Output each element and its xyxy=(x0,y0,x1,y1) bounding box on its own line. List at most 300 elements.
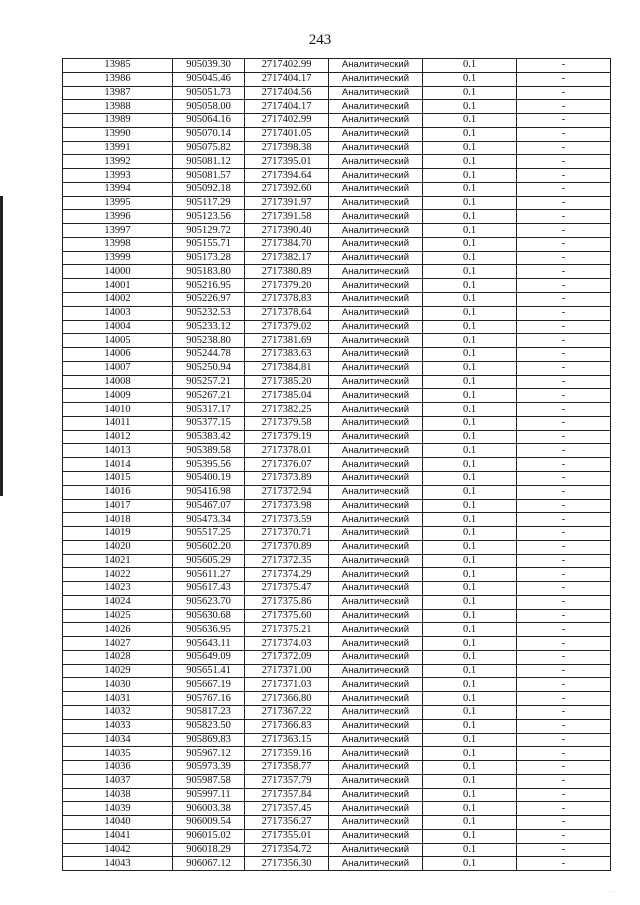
note-cell: - xyxy=(517,361,611,375)
point-number-cell: 14040 xyxy=(63,816,173,830)
accuracy-cell: 0.1 xyxy=(423,857,517,871)
point-number-cell: 14018 xyxy=(63,513,173,527)
accuracy-cell: 0.1 xyxy=(423,678,517,692)
note-cell: - xyxy=(517,375,611,389)
x-coordinate-cell: 905869.83 xyxy=(173,733,245,747)
table-row xyxy=(63,389,611,403)
method-cell: Аналитический xyxy=(329,733,423,747)
note-cell: - xyxy=(517,59,611,73)
note-cell: - xyxy=(517,650,611,664)
note-cell: - xyxy=(517,306,611,320)
method-cell: Аналитический xyxy=(329,86,423,100)
point-number-cell: 14011 xyxy=(63,416,173,430)
x-coordinate-cell: 905617.43 xyxy=(173,582,245,596)
point-number-cell: 14028 xyxy=(63,650,173,664)
accuracy-cell: 0.1 xyxy=(423,375,517,389)
point-number-cell: 13997 xyxy=(63,224,173,238)
accuracy-cell: 0.1 xyxy=(423,251,517,265)
x-coordinate-cell: 905517.25 xyxy=(173,527,245,541)
table-row xyxy=(63,182,611,196)
accuracy-cell: 0.1 xyxy=(423,816,517,830)
method-cell: Аналитический xyxy=(329,485,423,499)
table-row xyxy=(63,595,611,609)
accuracy-cell: 0.1 xyxy=(423,705,517,719)
y-coordinate-cell: 2717384.70 xyxy=(245,237,329,251)
accuracy-cell: 0.1 xyxy=(423,527,517,541)
accuracy-cell: 0.1 xyxy=(423,719,517,733)
y-coordinate-cell: 2717358.77 xyxy=(245,761,329,775)
table-row xyxy=(63,306,611,320)
x-coordinate-cell: 906067.12 xyxy=(173,857,245,871)
y-coordinate-cell: 2717395.01 xyxy=(245,155,329,169)
table-row xyxy=(63,719,611,733)
y-coordinate-cell: 2717391.58 xyxy=(245,210,329,224)
accuracy-cell: 0.1 xyxy=(423,237,517,251)
y-coordinate-cell: 2717373.59 xyxy=(245,513,329,527)
y-coordinate-cell: 2717382.17 xyxy=(245,251,329,265)
method-cell: Аналитический xyxy=(329,334,423,348)
x-coordinate-cell: 905244.78 xyxy=(173,348,245,362)
method-cell: Аналитический xyxy=(329,554,423,568)
method-cell: Аналитический xyxy=(329,114,423,128)
accuracy-cell: 0.1 xyxy=(423,361,517,375)
method-cell: Аналитический xyxy=(329,182,423,196)
method-cell: Аналитический xyxy=(329,802,423,816)
note-cell: - xyxy=(517,224,611,238)
table-row xyxy=(63,361,611,375)
table-row xyxy=(63,86,611,100)
x-coordinate-cell: 905636.95 xyxy=(173,623,245,637)
method-cell: Аналитический xyxy=(329,141,423,155)
note-cell: - xyxy=(517,182,611,196)
method-cell: Аналитический xyxy=(329,857,423,871)
x-coordinate-cell: 905226.97 xyxy=(173,293,245,307)
method-cell: Аналитический xyxy=(329,499,423,513)
x-coordinate-cell: 905250.94 xyxy=(173,361,245,375)
method-cell: Аналитический xyxy=(329,196,423,210)
point-number-cell: 14012 xyxy=(63,430,173,444)
x-coordinate-cell: 905232.53 xyxy=(173,306,245,320)
x-coordinate-cell: 905377.15 xyxy=(173,416,245,430)
point-number-cell: 13992 xyxy=(63,155,173,169)
point-number-cell: 14013 xyxy=(63,444,173,458)
point-number-cell: 14039 xyxy=(63,802,173,816)
table-row xyxy=(63,788,611,802)
point-number-cell: 14021 xyxy=(63,554,173,568)
table-row xyxy=(63,224,611,238)
point-number-cell: 14019 xyxy=(63,527,173,541)
accuracy-cell: 0.1 xyxy=(423,595,517,609)
table-row xyxy=(63,265,611,279)
point-number-cell: 14017 xyxy=(63,499,173,513)
accuracy-cell: 0.1 xyxy=(423,86,517,100)
point-number-cell: 13998 xyxy=(63,237,173,251)
table-row xyxy=(63,747,611,761)
method-cell: Аналитический xyxy=(329,568,423,582)
y-coordinate-cell: 2717355.01 xyxy=(245,829,329,843)
method-cell: Аналитический xyxy=(329,664,423,678)
method-cell: Аналитический xyxy=(329,719,423,733)
x-coordinate-cell: 905400.19 xyxy=(173,471,245,485)
point-number-cell: 14006 xyxy=(63,348,173,362)
method-cell: Аналитический xyxy=(329,279,423,293)
y-coordinate-cell: 2717381.69 xyxy=(245,334,329,348)
accuracy-cell: 0.1 xyxy=(423,196,517,210)
y-coordinate-cell: 2717366.83 xyxy=(245,719,329,733)
note-cell: - xyxy=(517,72,611,86)
y-coordinate-cell: 2717354.72 xyxy=(245,843,329,857)
y-coordinate-cell: 2717375.60 xyxy=(245,609,329,623)
method-cell: Аналитический xyxy=(329,816,423,830)
x-coordinate-cell: 905117.29 xyxy=(173,196,245,210)
method-cell: Аналитический xyxy=(329,361,423,375)
method-cell: Аналитический xyxy=(329,527,423,541)
point-number-cell: 14036 xyxy=(63,761,173,775)
table-row xyxy=(63,527,611,541)
method-cell: Аналитический xyxy=(329,609,423,623)
y-coordinate-cell: 2717357.45 xyxy=(245,802,329,816)
table-row xyxy=(63,293,611,307)
note-cell: - xyxy=(517,829,611,843)
accuracy-cell: 0.1 xyxy=(423,471,517,485)
accuracy-cell: 0.1 xyxy=(423,761,517,775)
x-coordinate-cell: 905997.11 xyxy=(173,788,245,802)
y-coordinate-cell: 2717366.80 xyxy=(245,692,329,706)
method-cell: Аналитический xyxy=(329,210,423,224)
accuracy-cell: 0.1 xyxy=(423,306,517,320)
x-coordinate-cell: 905973.39 xyxy=(173,761,245,775)
x-coordinate-cell: 905817.23 xyxy=(173,705,245,719)
table-row xyxy=(63,761,611,775)
x-coordinate-cell: 905092.18 xyxy=(173,182,245,196)
table-row xyxy=(63,320,611,334)
point-number-cell: 14026 xyxy=(63,623,173,637)
accuracy-cell: 0.1 xyxy=(423,416,517,430)
x-coordinate-cell: 905257.21 xyxy=(173,375,245,389)
accuracy-cell: 0.1 xyxy=(423,733,517,747)
x-coordinate-cell: 905081.12 xyxy=(173,155,245,169)
x-coordinate-cell: 905416.98 xyxy=(173,485,245,499)
method-cell: Аналитический xyxy=(329,265,423,279)
y-coordinate-cell: 2717404.17 xyxy=(245,100,329,114)
accuracy-cell: 0.1 xyxy=(423,155,517,169)
accuracy-cell: 0.1 xyxy=(423,100,517,114)
accuracy-cell: 0.1 xyxy=(423,224,517,238)
point-number-cell: 14037 xyxy=(63,774,173,788)
y-coordinate-cell: 2717372.35 xyxy=(245,554,329,568)
point-number-cell: 13994 xyxy=(63,182,173,196)
table-row xyxy=(63,554,611,568)
x-coordinate-cell: 906015.02 xyxy=(173,829,245,843)
point-number-cell: 14003 xyxy=(63,306,173,320)
accuracy-cell: 0.1 xyxy=(423,843,517,857)
y-coordinate-cell: 2717356.30 xyxy=(245,857,329,871)
note-cell: - xyxy=(517,114,611,128)
table-row xyxy=(63,444,611,458)
table-row xyxy=(63,334,611,348)
x-coordinate-cell: 905611.27 xyxy=(173,568,245,582)
point-number-cell: 14023 xyxy=(63,582,173,596)
accuracy-cell: 0.1 xyxy=(423,127,517,141)
method-cell: Аналитический xyxy=(329,72,423,86)
note-cell: - xyxy=(517,416,611,430)
point-number-cell: 14016 xyxy=(63,485,173,499)
method-cell: Аналитический xyxy=(329,59,423,73)
note-cell: - xyxy=(517,348,611,362)
method-cell: Аналитический xyxy=(329,747,423,761)
y-coordinate-cell: 2717376.07 xyxy=(245,458,329,472)
y-coordinate-cell: 2717404.56 xyxy=(245,86,329,100)
table-row xyxy=(63,678,611,692)
method-cell: Аналитический xyxy=(329,458,423,472)
point-number-cell: 14027 xyxy=(63,637,173,651)
method-cell: Аналитический xyxy=(329,444,423,458)
table-row xyxy=(63,816,611,830)
note-cell: - xyxy=(517,637,611,651)
x-coordinate-cell: 905155.71 xyxy=(173,237,245,251)
note-cell: - xyxy=(517,816,611,830)
point-number-cell: 14002 xyxy=(63,293,173,307)
y-coordinate-cell: 2717371.00 xyxy=(245,664,329,678)
coordinates-table-body xyxy=(63,59,611,871)
point-number-cell: 13993 xyxy=(63,169,173,183)
point-number-cell: 14033 xyxy=(63,719,173,733)
table-row xyxy=(63,637,611,651)
note-cell: - xyxy=(517,719,611,733)
accuracy-cell: 0.1 xyxy=(423,403,517,417)
note-cell: - xyxy=(517,802,611,816)
accuracy-cell: 0.1 xyxy=(423,265,517,279)
x-coordinate-cell: 905467.07 xyxy=(173,499,245,513)
accuracy-cell: 0.1 xyxy=(423,389,517,403)
x-coordinate-cell: 905605.29 xyxy=(173,554,245,568)
note-cell: - xyxy=(517,403,611,417)
accuracy-cell: 0.1 xyxy=(423,279,517,293)
y-coordinate-cell: 2717390.40 xyxy=(245,224,329,238)
accuracy-cell: 0.1 xyxy=(423,210,517,224)
accuracy-cell: 0.1 xyxy=(423,802,517,816)
y-coordinate-cell: 2717385.04 xyxy=(245,389,329,403)
table-row xyxy=(63,72,611,86)
table-row xyxy=(63,59,611,73)
point-number-cell: 14010 xyxy=(63,403,173,417)
page-number: 243 xyxy=(308,32,332,48)
point-number-cell: 14022 xyxy=(63,568,173,582)
table-row xyxy=(63,623,611,637)
y-coordinate-cell: 2717373.89 xyxy=(245,471,329,485)
method-cell: Аналитический xyxy=(329,843,423,857)
x-coordinate-cell: 905075.82 xyxy=(173,141,245,155)
y-coordinate-cell: 2717380.89 xyxy=(245,265,329,279)
table-row xyxy=(63,155,611,169)
note-cell: - xyxy=(517,788,611,802)
point-number-cell: 13988 xyxy=(63,100,173,114)
table-row xyxy=(63,141,611,155)
point-number-cell: 14043 xyxy=(63,857,173,871)
accuracy-cell: 0.1 xyxy=(423,182,517,196)
method-cell: Аналитический xyxy=(329,416,423,430)
note-cell: - xyxy=(517,458,611,472)
x-coordinate-cell: 905651.41 xyxy=(173,664,245,678)
method-cell: Аналитический xyxy=(329,389,423,403)
x-coordinate-cell: 905967.12 xyxy=(173,747,245,761)
method-cell: Аналитический xyxy=(329,513,423,527)
x-coordinate-cell: 905602.20 xyxy=(173,540,245,554)
note-cell: - xyxy=(517,705,611,719)
table-row xyxy=(63,513,611,527)
note-cell: - xyxy=(517,210,611,224)
point-number-cell: 14041 xyxy=(63,829,173,843)
note-cell: - xyxy=(517,293,611,307)
y-coordinate-cell: 2717375.86 xyxy=(245,595,329,609)
method-cell: Аналитический xyxy=(329,430,423,444)
note-cell: - xyxy=(517,279,611,293)
point-number-cell: 14020 xyxy=(63,540,173,554)
note-cell: - xyxy=(517,761,611,775)
note-cell: - xyxy=(517,692,611,706)
table-row xyxy=(63,458,611,472)
table-row xyxy=(63,471,611,485)
y-coordinate-cell: 2717402.99 xyxy=(245,114,329,128)
method-cell: Аналитический xyxy=(329,637,423,651)
accuracy-cell: 0.1 xyxy=(423,747,517,761)
point-number-cell: 13991 xyxy=(63,141,173,155)
accuracy-cell: 0.1 xyxy=(423,444,517,458)
accuracy-cell: 0.1 xyxy=(423,458,517,472)
point-number-cell: 14031 xyxy=(63,692,173,706)
x-coordinate-cell: 905987.58 xyxy=(173,774,245,788)
y-coordinate-cell: 2717375.47 xyxy=(245,582,329,596)
x-coordinate-cell: 905643.11 xyxy=(173,637,245,651)
x-coordinate-cell: 905070.14 xyxy=(173,127,245,141)
y-coordinate-cell: 2717379.58 xyxy=(245,416,329,430)
method-cell: Аналитический xyxy=(329,293,423,307)
note-cell: - xyxy=(517,169,611,183)
note-cell: - xyxy=(517,582,611,596)
x-coordinate-cell: 905267.21 xyxy=(173,389,245,403)
x-coordinate-cell: 906003.38 xyxy=(173,802,245,816)
method-cell: Аналитический xyxy=(329,774,423,788)
table-row xyxy=(63,829,611,843)
note-cell: - xyxy=(517,623,611,637)
x-coordinate-cell: 905045.46 xyxy=(173,72,245,86)
x-coordinate-cell: 906009.54 xyxy=(173,816,245,830)
y-coordinate-cell: 2717379.20 xyxy=(245,279,329,293)
x-coordinate-cell: 905238.80 xyxy=(173,334,245,348)
point-number-cell: 14029 xyxy=(63,664,173,678)
method-cell: Аналитический xyxy=(329,348,423,362)
method-cell: Аналитический xyxy=(329,237,423,251)
method-cell: Аналитический xyxy=(329,224,423,238)
note-cell: - xyxy=(517,568,611,582)
method-cell: Аналитический xyxy=(329,788,423,802)
note-cell: - xyxy=(517,843,611,857)
method-cell: Аналитический xyxy=(329,692,423,706)
y-coordinate-cell: 2717404.17 xyxy=(245,72,329,86)
accuracy-cell: 0.1 xyxy=(423,320,517,334)
point-number-cell: 14009 xyxy=(63,389,173,403)
note-cell: - xyxy=(517,141,611,155)
table-row xyxy=(63,568,611,582)
point-number-cell: 14042 xyxy=(63,843,173,857)
table-row xyxy=(63,582,611,596)
method-cell: Аналитический xyxy=(329,403,423,417)
x-coordinate-cell: 905058.00 xyxy=(173,100,245,114)
method-cell: Аналитический xyxy=(329,595,423,609)
x-coordinate-cell: 905649.09 xyxy=(173,650,245,664)
note-cell: - xyxy=(517,389,611,403)
y-coordinate-cell: 2717385.20 xyxy=(245,375,329,389)
note-cell: - xyxy=(517,609,611,623)
table-row xyxy=(63,499,611,513)
method-cell: Аналитический xyxy=(329,306,423,320)
point-number-cell: 14035 xyxy=(63,747,173,761)
y-coordinate-cell: 2717370.89 xyxy=(245,540,329,554)
note-cell: - xyxy=(517,430,611,444)
accuracy-cell: 0.1 xyxy=(423,829,517,843)
x-coordinate-cell: 905667.19 xyxy=(173,678,245,692)
coordinates-table xyxy=(62,58,611,871)
y-coordinate-cell: 2717394.64 xyxy=(245,169,329,183)
table-row xyxy=(63,375,611,389)
y-coordinate-cell: 2717378.64 xyxy=(245,306,329,320)
note-cell: - xyxy=(517,86,611,100)
point-number-cell: 13989 xyxy=(63,114,173,128)
accuracy-cell: 0.1 xyxy=(423,568,517,582)
x-coordinate-cell: 905383.42 xyxy=(173,430,245,444)
accuracy-cell: 0.1 xyxy=(423,692,517,706)
y-coordinate-cell: 2717359.16 xyxy=(245,747,329,761)
y-coordinate-cell: 2717401.05 xyxy=(245,127,329,141)
y-coordinate-cell: 2717392.60 xyxy=(245,182,329,196)
y-coordinate-cell: 2717375.21 xyxy=(245,623,329,637)
point-number-cell: 14014 xyxy=(63,458,173,472)
table-row xyxy=(63,416,611,430)
y-coordinate-cell: 2717379.19 xyxy=(245,430,329,444)
point-number-cell: 14001 xyxy=(63,279,173,293)
x-coordinate-cell: 905064.16 xyxy=(173,114,245,128)
note-cell: - xyxy=(517,444,611,458)
point-number-cell: 13996 xyxy=(63,210,173,224)
y-coordinate-cell: 2717357.79 xyxy=(245,774,329,788)
table-row xyxy=(63,692,611,706)
x-coordinate-cell: 905389.58 xyxy=(173,444,245,458)
note-cell: - xyxy=(517,513,611,527)
point-number-cell: 13987 xyxy=(63,86,173,100)
y-coordinate-cell: 2717363.15 xyxy=(245,733,329,747)
y-coordinate-cell: 2717378.83 xyxy=(245,293,329,307)
point-number-cell: 13986 xyxy=(63,72,173,86)
y-coordinate-cell: 2717384.81 xyxy=(245,361,329,375)
point-number-cell: 14007 xyxy=(63,361,173,375)
note-cell: - xyxy=(517,237,611,251)
note-cell: - xyxy=(517,499,611,513)
accuracy-cell: 0.1 xyxy=(423,582,517,596)
x-coordinate-cell: 905823.50 xyxy=(173,719,245,733)
table-row xyxy=(63,114,611,128)
y-coordinate-cell: 2717357.84 xyxy=(245,788,329,802)
note-cell: - xyxy=(517,265,611,279)
x-coordinate-cell: 905767.16 xyxy=(173,692,245,706)
point-number-cell: 14034 xyxy=(63,733,173,747)
accuracy-cell: 0.1 xyxy=(423,609,517,623)
x-coordinate-cell: 905216.95 xyxy=(173,279,245,293)
note-cell: - xyxy=(517,554,611,568)
point-number-cell: 13985 xyxy=(63,59,173,73)
method-cell: Аналитический xyxy=(329,540,423,554)
note-cell: - xyxy=(517,320,611,334)
point-number-cell: 13995 xyxy=(63,196,173,210)
